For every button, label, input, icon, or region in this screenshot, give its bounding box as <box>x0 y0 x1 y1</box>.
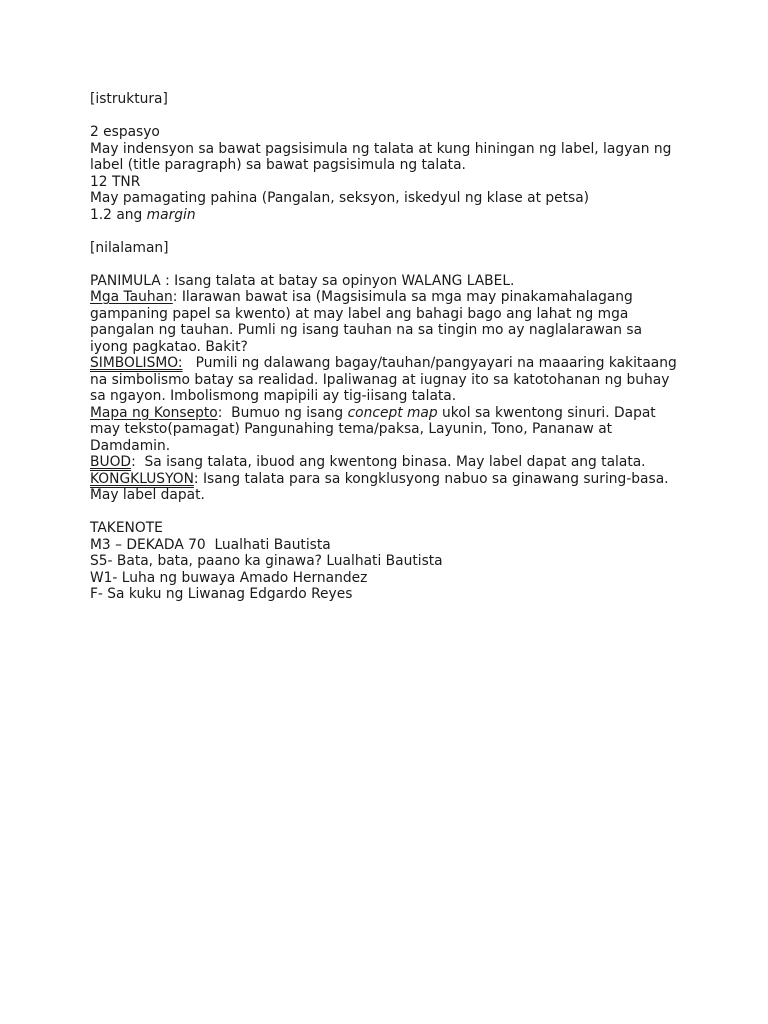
indent-rule-line-1: May indensyon sa bawat pagsisimula ng talata at kung hiningan ng label, lagyan ng <box>90 140 672 157</box>
kongklusyon-line-2: May label dapat. <box>90 487 205 503</box>
konsepto-label: Mapa ng Konsepto <box>90 404 218 421</box>
spacing-rule: 2 espasyo <box>90 124 160 140</box>
konsepto-line-3: Damdamin. <box>90 437 171 454</box>
nilalaman-heading: [nilalaman] <box>90 239 169 256</box>
konsepto-text-b: ukol sa kwentong sinuri. Dapat <box>437 404 656 421</box>
konsepto-line-1 <box>90 405 690 422</box>
tauhan-line-2: gampaning papel sa kwento) at may label ang bahagi bago ang lahat ng mga <box>90 305 629 322</box>
blank-line <box>90 504 690 521</box>
simbolismo-line-1 <box>90 355 690 372</box>
buod-line-1 <box>90 454 690 471</box>
takenote-item: F- Sa kuku ng Liwanag Edgardo Reyes <box>90 586 353 602</box>
tauhan-label: Mga Tauhan <box>90 289 173 305</box>
buod-label: BUOD <box>90 454 132 470</box>
blank-line <box>90 223 690 240</box>
margin-rule-prefix: 1.2 ang <box>90 206 147 223</box>
istruktura-heading: [istruktura] <box>90 91 168 107</box>
kongklusyon-line-1 <box>90 471 690 488</box>
takenote-item: W1- Luha ng buwaya Amado Hernandez <box>90 569 368 586</box>
panimula-paragraph: PANIMULA : Isang talata at batay sa opinyon WALANG LABEL. <box>90 272 515 289</box>
margin-rule-word: margin <box>146 206 196 223</box>
konsepto-text-em: concept map <box>347 404 438 421</box>
kongklusyon-text: : Isang talata para sa kongklusyong nabuo sa ginawang suring-basa. <box>193 470 669 487</box>
simbolismo-line-3: sa ngayon. Imbolismong mapipili ay tig-iisang talata. <box>90 388 457 404</box>
buod-text: : Sa isang talata, ibuod ang kwentong binasa. May label dapat ang talata. <box>131 454 646 470</box>
kongklusyon-label: KONGKLUSYON <box>90 470 194 487</box>
title-page-rule: May pamagating pahina (Pangalan, seksyon, iskedyul ng klase at petsa) <box>90 190 590 206</box>
konsepto-text-a: : Bumuo ng isang <box>217 404 348 421</box>
tauhan-text: : Ilarawan bawat isa (Magsisimula sa mga may pinakamahalagang <box>172 289 633 305</box>
margin-rule <box>90 207 690 224</box>
tauhan-line-3: pangalan ng tauhan. Pumli ng isang tauhan na sa tingin mo ay naglalarawan sa <box>90 322 643 338</box>
simbolismo-text: Pumili ng dalawang bagay/tauhan/pangyayari na maaaring kakitaang <box>182 355 677 371</box>
document-body <box>90 91 690 603</box>
simbolismo-label: SIMBOLISMO: <box>90 355 183 371</box>
blank-line <box>90 256 690 273</box>
indent-rule-line-2: label (title paragraph) sa bawat pagsisimula ng talata. <box>90 157 466 173</box>
font-rule: 12 TNR <box>90 173 141 190</box>
konsepto-line-2: may teksto(pamagat) Pangunahing tema/paksa, Layunin, Tono, Pananaw at <box>90 421 613 437</box>
blank-line <box>90 108 690 125</box>
tauhan-line-4: iyong pagkatao. Bakit? <box>90 338 248 355</box>
takenote-item: M3 – DEKADA 70 Lualhati Bautista <box>90 536 331 553</box>
takenote-heading: TAKENOTE <box>90 520 163 536</box>
takenote-item: S5- Bata, bata, paano ka ginawa? Lualhati Bautista <box>90 553 443 569</box>
simbolismo-line-2: na simbolismo batay sa realidad. Ipaliwanag at iugnay ito sa katotohanan ng buhay <box>90 371 670 388</box>
tauhan-line-1 <box>90 289 690 306</box>
